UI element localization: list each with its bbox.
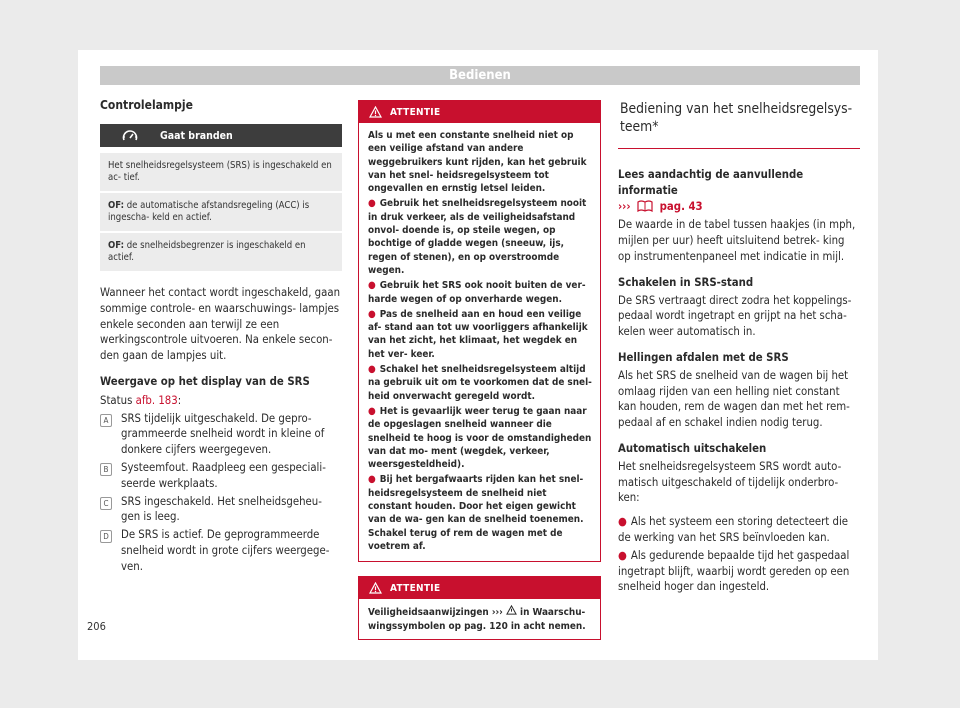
- item-text: Systeemfout. Raadpleeg een gespeciali- seerde werkplaats.: [121, 460, 326, 490]
- row-text: de automatische afstandsregeling (ACC) is ingescha- keld en actief.: [108, 200, 310, 223]
- indicator-table: [100, 124, 342, 271]
- cruise-control-gauge-icon: [100, 129, 160, 143]
- row-text: de snelheidsbegrenzer is ingeschakeld en actief.: [108, 240, 306, 263]
- column-right: [618, 100, 860, 595]
- safety-text: Veiligheidsaanwijzingen: [368, 607, 489, 619]
- warning-triangle-icon: [369, 106, 382, 118]
- table-row: [100, 153, 342, 191]
- page-number: 206: [87, 620, 106, 633]
- list-item: [100, 460, 342, 492]
- indicator-heading: Controlelampje: [100, 98, 193, 112]
- bullet-text: Als het systeem een storing detecteert die de werking van het SRS beïnvloeden kan.: [618, 515, 849, 544]
- item-key-badge: C: [100, 497, 112, 510]
- bullet-text: Gebruik het SRS ook nooit buiten de ver- harde wegen of op onverharde wegen.: [368, 280, 586, 305]
- subheading: Schakelen in SRS-stand: [618, 275, 754, 289]
- figure-reference-link[interactable]: afb. 183: [135, 393, 178, 407]
- read-note: [618, 167, 860, 216]
- item-text: De SRS is actief. De geprogrammeerde snelheid wordt in grote cijfers weergege- ven.: [121, 528, 330, 573]
- indicator-table-header: [100, 124, 342, 147]
- row-prefix: OF:: [108, 200, 125, 211]
- warning-bullet: ● Gebruik het SRS ook nooit buiten de ver- harde wegen of op onverharde wegen.: [368, 280, 586, 305]
- subheading: Hellingen afdalen met de SRS: [618, 350, 789, 364]
- item-key-badge: B: [100, 463, 112, 476]
- warning-bullet: ● Het is gevaarlijk weer terug te gaan naar de opgeslagen snelheid wanneer die snelheid te hoog is voor de omstandigheden van dat mo- ment (wegdek, verkeer, weersgesteldheid).: [368, 405, 592, 471]
- item-key-badge: D: [100, 530, 112, 543]
- table-row: [100, 193, 342, 231]
- reference-arrows[interactable]: ›››: [618, 199, 631, 213]
- item-key-badge: A: [100, 414, 112, 427]
- warning-intro: Als u met een constante snelheid niet op een veilige afstand van andere weggebruikers kunt rijden, kan het gebruik van het snel- heidsregelsysteem tot ongevallen en ernstig letsel leiden.: [368, 130, 587, 195]
- bullet-text: Als gedurende bepaalde tijd het gaspedaal ingetrapt blijft, waarbij wordt gereden op een snelheid hoger dan ingesteld.: [618, 548, 850, 594]
- warning-box: [358, 100, 601, 562]
- status-colon: :: [177, 393, 182, 407]
- table-row: [100, 233, 342, 271]
- bullet-text: Pas de snelheid aan en houd een veilige af- stand aan tot uw voorliggers afhankelijk van het zicht, het klimaat, het wegdek en het ver- keer.: [368, 308, 588, 360]
- row-text: Het snelheidsregelsysteem (SRS) is ingeschakeld en ac- tief.: [108, 160, 332, 183]
- warning-triangle-icon: [369, 582, 382, 594]
- list-item: [100, 494, 342, 526]
- warning-title: ATTENTIE: [390, 106, 441, 118]
- bullet-text: Bij het bergafwaarts rijden kan het snel- heidsregelsysteem de snelheid niet constant houden. Door het eigen gewicht van de wa- gen kan de snelheid toenemen. Schakel terug of rem de wagen met de voetrem af.: [368, 474, 584, 552]
- read-note-text: Lees aandachtig de aanvullende informatie: [618, 168, 804, 197]
- warning-box-2: [358, 576, 601, 640]
- page-reference-link[interactable]: pag. 43: [659, 199, 703, 213]
- warning-triangle-icon: [506, 605, 517, 615]
- safety-page-link[interactable]: in Waarschu- wingssymbolen op pag. 120: [368, 607, 586, 632]
- status-label: Status: [100, 393, 133, 407]
- section-header: Bedienen: [100, 66, 860, 85]
- status-list: [100, 411, 342, 575]
- bullet-text: Schakel het snelheidsregelsysteem altijd na gebruik uit om te voorkomen dat de snel- heid onverwacht geregeld wordt.: [368, 364, 592, 402]
- safety-text-end: in acht nemen.: [510, 620, 586, 632]
- paragraph: De SRS vertraagt direct zodra het koppelings- pedaal wordt ingetrapt en grijpt na het scha- kelen weer automatisch in.: [618, 293, 852, 339]
- item-text: SRS tijdelijk uitgeschakeld. De gepro- grammeerde snelheid wordt in kleine of donkere cijfers weergegeven.: [121, 411, 325, 457]
- item-text: SRS ingeschakeld. Het snelheidsgeheu- gen is leeg.: [121, 494, 322, 524]
- column-left: [100, 98, 342, 576]
- bullet-text: Gebruik het snelheidsregelsysteem nooit in druk verkeer, als de veiligheidsafstand onvol- doende is, op steile wegen, op bochtige of gladde wegen (sneeuw, ijs, regen of stenen), en op overstroomde wegen.: [368, 198, 587, 276]
- display-heading: Weergave op het display van de SRS: [100, 374, 310, 388]
- status-line: [100, 393, 342, 409]
- paragraph: De waarde in de tabel tussen haakjes (in mph, mijlen per uur) heeft uitsluitend betrek- king op instrumentenpaneel met indicatie in mijl.: [618, 218, 856, 263]
- column-middle: [358, 100, 601, 640]
- warning-title: ATTENTIE: [390, 582, 441, 594]
- warning-bullet: ● Gebruik het snelheidsregelsysteem nooit in druk verkeer, als de veiligheidsafstand onvol- doende is, op steile wegen, op bochtige of gladde wegen (sneeuw, ijs, regen of stenen), en op overstroomde wegen.: [368, 198, 587, 276]
- bullet-text: Het is gevaarlijk weer terug te gaan naar de opgeslagen snelheid wanneer die snelheid te hoog is voor de omstandigheden van dat mo- ment (wegdek, verkeer, weersgesteldheid).: [368, 405, 592, 471]
- list-item: ● Als het systeem een storing detecteert die de werking van het SRS beïnvloeden kan.: [618, 515, 849, 544]
- intro-paragraph: Wanneer het contact wordt ingeschakeld, gaan sommige controle- en waarschuwings- lampjes enkele seconden aan terwijl ze een werkingscontrole uitvoeren. Na enkele secon- den gaan de lampjes uit.: [100, 286, 341, 363]
- warning-bullet: ● Pas de snelheid aan en houd een veilige af- stand aan tot uw voorliggers afhankelijk van het zicht, het klimaat, het wegdek en het ver- keer.: [368, 308, 588, 360]
- row-prefix: OF:: [108, 240, 125, 251]
- reference-arrows[interactable]: ›››: [491, 607, 503, 619]
- list-item: ● Als gedurende bepaalde tijd het gaspedaal ingetrapt blijft, waarbij wordt gereden op een snelheid hoger dan ingesteld.: [618, 548, 850, 594]
- warning-bullet: ● Schakel het snelheidsregelsysteem altijd na gebruik uit om te voorkomen dat de snel- heid onverwacht geregeld wordt.: [368, 364, 592, 402]
- warning-body: [359, 123, 600, 561]
- section-title: Bediening van het snelheidsregelsys- teem*: [618, 100, 860, 149]
- warning-header: [359, 101, 600, 123]
- table-header-label: Gaat branden: [160, 129, 233, 142]
- list-item: [100, 527, 342, 574]
- book-icon: [637, 200, 653, 217]
- paragraph: Het snelheidsregelsysteem SRS wordt auto- matisch uitgeschakeld of tijdelijk onderbro- ken:: [618, 459, 842, 505]
- paragraph: Als het SRS de snelheid van de wagen bij het omlaag rijden van een helling niet constant kan houden, rem de wagen dan met het rem- pedaal af en schakel indien nodig terug.: [618, 368, 850, 430]
- warning-header: [359, 577, 600, 599]
- warning-bullet: ● Bij het bergafwaarts rijden kan het snel- heidsregelsysteem de snelheid niet constant houden. Door het eigen gewicht van de wa- gen kan de snelheid toenemen. Schakel terug of rem de wagen met de voetrem af.: [368, 474, 584, 552]
- list-item: [100, 411, 342, 458]
- warning-body: [359, 599, 600, 639]
- subheading: Automatisch uitschakelen: [618, 441, 767, 455]
